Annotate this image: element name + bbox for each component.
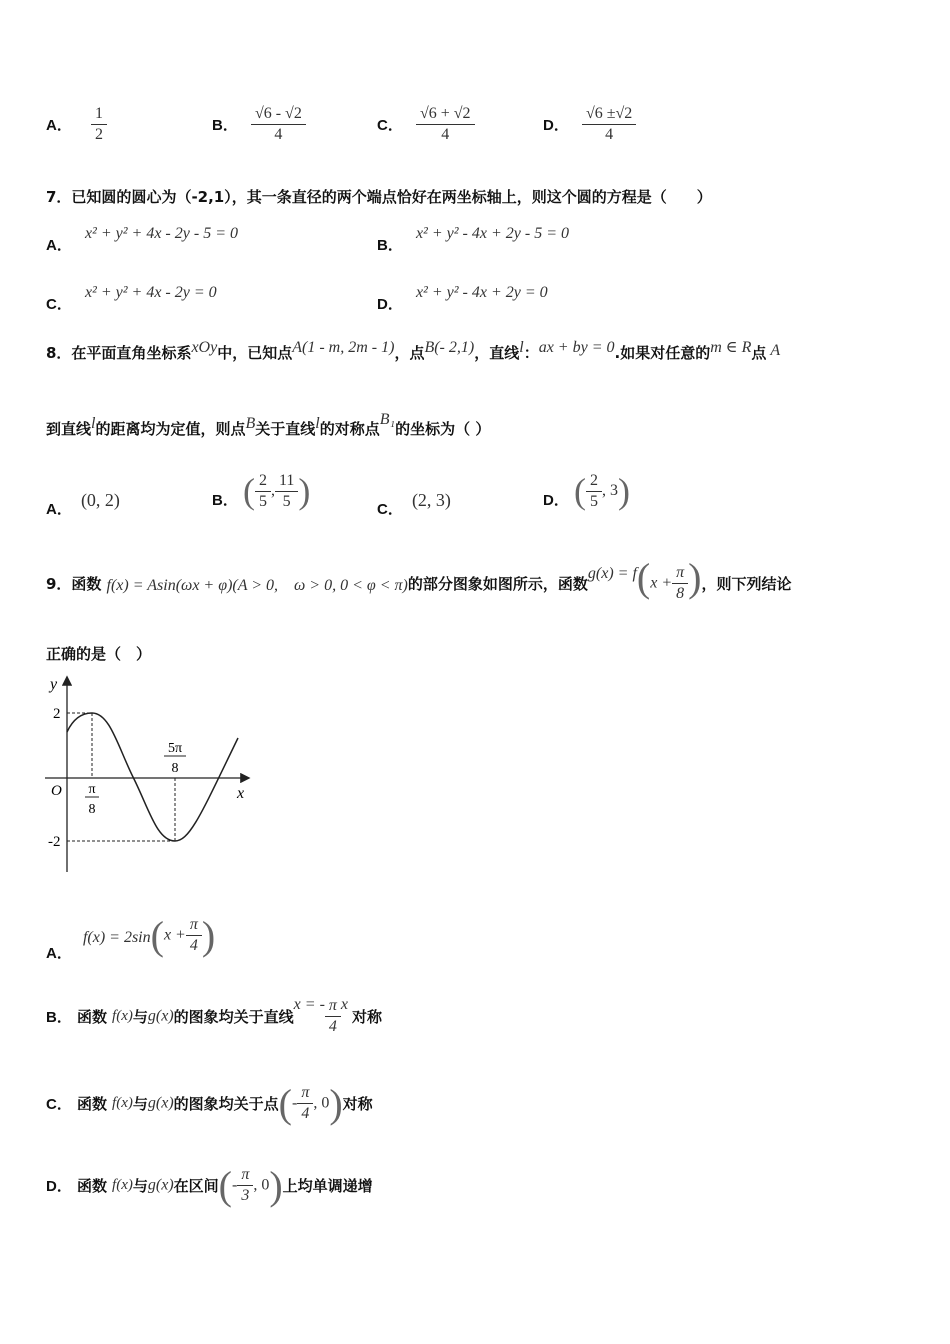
option-label: B． — [212, 117, 238, 134]
right-paren: ) — [688, 555, 702, 600]
math: x + — [650, 574, 673, 592]
math: A — [770, 342, 781, 359]
left-paren: ( — [242, 471, 255, 511]
tail: , 3 — [601, 482, 618, 499]
fraction: $\frac{\pi}{8}$ — [672, 563, 688, 604]
q8-option-c[interactable] — [377, 490, 451, 518]
fraction: $\frac{11}{5}$ — [275, 471, 298, 512]
option-label: D． — [543, 117, 569, 134]
equation: x² + y² - 4x + 2y - 5 = 0 — [415, 225, 569, 242]
math: l — [315, 415, 320, 432]
answer-value: (2, 3) — [411, 490, 451, 510]
text: 与 — [132, 1177, 148, 1195]
q7-stem: 7．已知圆的圆心为（-2,1），其一条直径的两个端点恰好在两坐标轴上，则这个圆的方程是（ ） — [46, 188, 712, 206]
right-paren: ) — [201, 913, 216, 958]
math: B(- 2,1) — [424, 339, 475, 356]
sine-curve — [67, 713, 238, 841]
x1-den: 8 — [88, 802, 96, 817]
fraction: $\frac{\pi}{4}$ — [297, 1083, 313, 1124]
q9-sine-graph — [40, 672, 255, 877]
text: 在区间 — [173, 1177, 219, 1195]
left-paren: ( — [150, 913, 164, 958]
answer-value: (0, 2) — [80, 490, 120, 510]
q8-stem-line2 — [46, 411, 491, 439]
math: g(x) — [147, 1176, 174, 1194]
q8-option-d[interactable] — [543, 470, 630, 512]
option-label: C． — [46, 1096, 72, 1113]
text: 的部分图象如图所示，函数 — [407, 575, 588, 593]
y-max-label: 2 — [53, 706, 61, 722]
text: 对称 — [352, 1008, 383, 1026]
q7-option-b[interactable] — [377, 222, 569, 254]
left-paren: ( — [636, 555, 651, 600]
right-paren: ) — [329, 1081, 343, 1126]
math: x + — [163, 926, 186, 944]
left-paren: ( — [573, 471, 586, 511]
math: A(1 - m, 2m - 1) — [292, 339, 395, 356]
option-label: B． — [46, 1009, 72, 1026]
math: g(x) — [147, 1094, 174, 1112]
right-paren: ) — [298, 471, 311, 511]
y-axis-label: y — [50, 676, 58, 693]
q8-option-a[interactable] — [46, 490, 120, 518]
option-label: B． — [212, 491, 238, 509]
equation: x² + y² - 4x + 2y = 0 — [415, 284, 548, 301]
text: ，则下列结论 — [701, 575, 792, 593]
option-label: C． — [377, 501, 403, 518]
text: 对称 — [342, 1095, 373, 1113]
text: ，点 — [394, 344, 425, 362]
left-paren: ( — [278, 1081, 292, 1126]
option-label: A． — [46, 501, 72, 518]
fraction: $\frac{\pi}{4}$ — [325, 996, 341, 1037]
right-paren: ) — [617, 471, 630, 511]
fraction: $\frac{√6 - √2}{4}$ — [251, 104, 306, 145]
option-label: C． — [377, 117, 403, 134]
text: ，直线 — [474, 344, 520, 362]
text: .如果对任意的 — [614, 344, 711, 362]
q9-stem-line1 — [46, 555, 792, 607]
fraction: $\frac{√6 \pm√2}{4}$ — [582, 104, 636, 145]
math: ax + by = 0 — [538, 339, 615, 356]
fraction: $\frac{√6 + √2}{4}$ — [416, 104, 475, 145]
math: m ∈ R — [710, 339, 752, 356]
text: 函数 — [76, 1095, 107, 1113]
math: f(x) = Asin(ωx + φ)(A > 0, ω > 0, 0 < φ < π) — [106, 577, 408, 594]
math: g(x) = f — [587, 564, 637, 582]
tail: , 0 — [253, 1176, 270, 1194]
q6-option-c[interactable] — [377, 104, 475, 145]
comma: , — [270, 482, 275, 499]
math: B₁ — [379, 411, 396, 428]
option-label: C． — [46, 296, 72, 313]
text: ： — [523, 344, 539, 362]
math: f(x) — [112, 1177, 133, 1193]
q6-option-d[interactable] — [543, 104, 636, 145]
q9-stem-line2: 正确的是（ ） — [46, 645, 152, 663]
option-label: A． — [46, 945, 72, 962]
option-label: D． — [46, 1178, 72, 1195]
q9-option-d[interactable] — [46, 1162, 373, 1209]
right-paren: ) — [269, 1163, 283, 1208]
origin-label: O — [51, 783, 62, 799]
text: 点 — [751, 344, 767, 362]
math: x = - — [293, 995, 325, 1013]
fraction: $\frac{2}{5}$ — [586, 471, 602, 512]
text: 的对称点 — [319, 420, 380, 438]
fraction: $\frac{2}{5}$ — [255, 471, 271, 512]
option-label: D． — [543, 491, 569, 509]
text: 8．在平面直角坐标系 — [46, 344, 192, 362]
x2-den: 8 — [171, 761, 179, 776]
q7-option-d[interactable] — [377, 281, 548, 313]
x2-num: 5π — [167, 741, 183, 756]
option-label: A． — [46, 117, 72, 134]
minus: - — [232, 1176, 238, 1194]
equation: x² + y² + 4x - 2y - 5 = 0 — [84, 225, 238, 242]
q7-option-c[interactable] — [46, 281, 217, 313]
option-label: A． — [46, 237, 72, 254]
math: g(x) — [147, 1007, 174, 1025]
text: 的图象均关于点 — [173, 1095, 279, 1113]
text: 函数 — [76, 1008, 107, 1026]
text: 函数 — [76, 1177, 107, 1195]
math: xOy — [191, 339, 218, 356]
text: 上均单调递增 — [282, 1177, 373, 1195]
x1-num: π — [88, 782, 96, 797]
q7-option-a[interactable] — [46, 222, 238, 254]
math: x — [340, 995, 349, 1013]
q9-option-a[interactable] — [46, 912, 216, 962]
text: 与 — [132, 1095, 148, 1113]
math: l — [519, 339, 524, 356]
text: 中，已知点 — [217, 344, 293, 362]
text: 关于直线 — [255, 420, 316, 438]
fraction: $\frac{1}{2}$ — [91, 104, 107, 145]
tail: , 0 — [313, 1094, 330, 1112]
math: f(x) — [112, 1095, 133, 1111]
math: B — [245, 415, 256, 432]
fraction: $\frac{\pi}{3}$ — [237, 1165, 253, 1206]
text: 的坐标为（ ） — [395, 420, 491, 438]
text: 的图象均关于直线 — [173, 1008, 294, 1026]
text: 9．函数 — [46, 575, 102, 593]
fraction: $\frac{\pi}{4}$ — [186, 915, 202, 956]
option-label: D． — [377, 296, 403, 313]
math: f(x) = 2sin — [82, 929, 151, 946]
q8-option-b[interactable] — [212, 470, 310, 512]
text: 到直线 — [46, 420, 92, 438]
minus: - — [292, 1094, 298, 1112]
q6-option-b[interactable] — [212, 104, 306, 145]
option-label: B． — [377, 237, 403, 254]
y-min-label: -2 — [48, 834, 61, 850]
math: f(x) — [112, 1008, 133, 1024]
math: l — [91, 415, 96, 432]
x-axis-label: x — [237, 785, 245, 802]
q8-stem-line1 — [46, 339, 781, 363]
text: 的距离均为定值，则点 — [95, 420, 246, 438]
left-paren: ( — [218, 1163, 232, 1208]
text: 与 — [132, 1008, 148, 1026]
q9-option-c[interactable] — [46, 1080, 373, 1127]
q6-option-a[interactable] — [46, 104, 107, 145]
equation: x² + y² + 4x - 2y = 0 — [84, 284, 217, 301]
q9-option-b[interactable] — [46, 996, 382, 1037]
